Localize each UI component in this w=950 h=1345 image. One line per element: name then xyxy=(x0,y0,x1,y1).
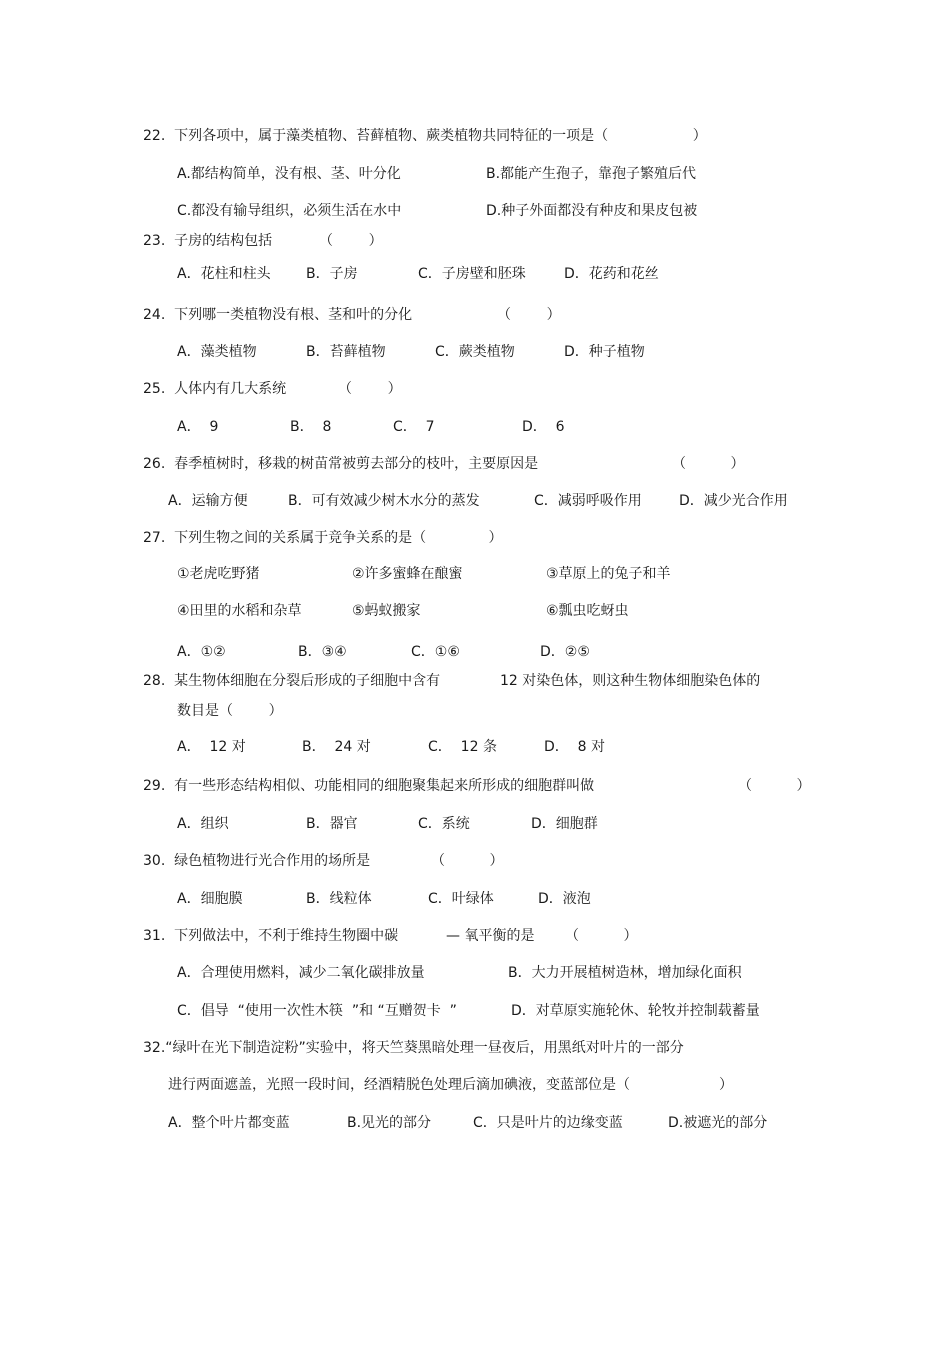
question-23-stem: 23. 子房的结构包括 xyxy=(143,233,273,249)
question-32-stem-part2: 进行两面遮盖，光照一段时间，经酒精脱色处理后滴加碘液，变蓝部位是（ ） xyxy=(168,1077,734,1093)
question-27-option-c: C．①⑥ xyxy=(411,644,460,660)
question-23-option-d: D．花药和花丝 xyxy=(564,266,659,282)
question-23-option-c: C．子房壁和胚珠 xyxy=(418,266,526,282)
question-25-option-b: B． 8 xyxy=(290,419,332,435)
question-29-option-d: D．细胞群 xyxy=(531,816,598,832)
question-26-answer-blank: （ ） xyxy=(672,456,745,472)
question-25-option-a: A． 9 xyxy=(177,419,219,435)
question-28-stem-part1: 28. 某生物体细胞在分裂后形成的子细胞中含有 xyxy=(143,673,441,689)
question-27-option-a: A．①② xyxy=(177,644,226,660)
question-24-option-c: C．蕨类植物 xyxy=(435,344,515,360)
question-27-item-1: ①老虎吃野猪 xyxy=(177,566,260,582)
question-28-option-c: C． 12 条 xyxy=(428,739,497,755)
question-28-option-a: A． 12 对 xyxy=(177,739,246,755)
question-27-item-4: ④田里的水稻和杂草 xyxy=(177,603,302,619)
question-25-option-d: D． 6 xyxy=(522,419,565,435)
question-24-option-d: D．种子植物 xyxy=(564,344,645,360)
question-22-option-a: A.都结构简单，没有根、茎、叶分化 xyxy=(177,166,401,182)
question-28-option-b: B． 24 对 xyxy=(302,739,371,755)
question-27-option-b: B．③④ xyxy=(298,644,347,660)
question-26-stem: 26. 春季植树时，移栽的树苗常被剪去部分的枝叶，主要原因是 xyxy=(143,456,539,472)
question-30-option-d: D．液泡 xyxy=(538,891,591,907)
question-26-option-b: B．可有效减少树木水分的蒸发 xyxy=(288,493,480,509)
question-30-stem: 30. 绿色植物进行光合作用的场所是 xyxy=(143,853,371,869)
question-31-option-c: C．倡导 “使用一次性木筷 ”和 “互赠贺卡 ” xyxy=(177,1003,457,1019)
question-24-answer-blank: （ ） xyxy=(497,307,561,323)
question-24-option-a: A．藻类植物 xyxy=(177,344,257,360)
question-23-answer-blank: （ ） xyxy=(319,233,383,249)
question-27-item-3: ③草原上的兔子和羊 xyxy=(546,566,671,582)
question-27-item-5: ⑤蚂蚁搬家 xyxy=(352,603,421,619)
question-32-option-b: B.见光的部分 xyxy=(347,1115,432,1131)
question-31-option-d: D．对草原实施轮休、轮牧并控制载蓄量 xyxy=(511,1003,760,1019)
question-31-answer-blank: （ ） xyxy=(565,928,638,944)
question-29-answer-blank: （ ） xyxy=(738,778,811,794)
question-26-option-d: D．减少光合作用 xyxy=(679,493,788,509)
question-30-answer-blank: （ ） xyxy=(431,853,504,869)
question-25-option-c: C． 7 xyxy=(393,419,435,435)
question-28-stem-part3: 数目是（ ） xyxy=(177,703,283,719)
question-22-option-d: D.种子外面都没有种皮和果皮包被 xyxy=(486,203,698,219)
question-27-stem: 27. 下列生物之间的关系属于竞争关系的是（ ） xyxy=(143,530,503,546)
question-31-stem-part1: 31. 下列做法中，不利于维持生物圈中碳 xyxy=(143,928,399,944)
question-24-option-b: B．苔藓植物 xyxy=(306,344,386,360)
question-31-option-b: B．大力开展植树造林，增加绿化面积 xyxy=(508,965,742,981)
question-29-option-a: A．组织 xyxy=(177,816,229,832)
question-25-stem: 25. 人体内有几大系统 xyxy=(143,381,287,397)
question-26-option-a: A．运输方便 xyxy=(168,493,248,509)
question-32-option-a: A．整个叶片都变蓝 xyxy=(168,1115,290,1131)
question-28-stem-part2: 12 对染色体，则这种生物体细胞染色体的 xyxy=(500,673,761,689)
question-31-stem-part2: — 氧平衡的是 xyxy=(446,928,535,944)
question-22-option-b: B.都能产生孢子，靠孢子繁殖后代 xyxy=(486,166,697,182)
question-28-option-d: D． 8 对 xyxy=(544,739,606,755)
question-22-stem: 22. 下列各项中，属于藻类植物、苔藓植物、蕨类植物共同特征的一项是（ ） xyxy=(143,128,707,144)
question-32-option-d: D.被遮光的部分 xyxy=(668,1115,768,1131)
question-31-option-a: A．合理使用燃料，减少二氧化碳排放量 xyxy=(177,965,425,981)
question-32-stem-part1: 32.“绿叶在光下制造淀粉”实验中，将天竺葵黑暗处理一昼夜后，用黑纸对叶片的一部分 xyxy=(143,1040,684,1056)
question-30-option-c: C．叶绿体 xyxy=(428,891,494,907)
question-30-option-a: A．细胞膜 xyxy=(177,891,243,907)
question-24-stem: 24. 下列哪一类植物没有根、茎和叶的分化 xyxy=(143,307,413,323)
question-25-answer-blank: （ ） xyxy=(338,381,402,397)
question-29-stem: 29. 有一些形态结构相似、功能相同的细胞聚集起来所形成的细胞群叫做 xyxy=(143,778,595,794)
question-22-option-c: C.都没有输导组织，必须生活在水中 xyxy=(177,203,402,219)
question-26-option-c: C．减弱呼吸作用 xyxy=(534,493,642,509)
question-30-option-b: B．线粒体 xyxy=(306,891,372,907)
question-27-item-2: ②许多蜜蜂在酿蜜 xyxy=(352,566,463,582)
question-27-item-6: ⑥瓢虫吃蚜虫 xyxy=(546,603,629,619)
question-23-option-a: A．花柱和柱头 xyxy=(177,266,271,282)
question-29-option-b: B．器官 xyxy=(306,816,358,832)
question-32-option-c: C．只是叶片的边缘变蓝 xyxy=(473,1115,623,1131)
question-29-option-c: C．系统 xyxy=(418,816,470,832)
question-27-option-d: D．②⑤ xyxy=(540,644,590,660)
question-23-option-b: B．子房 xyxy=(306,266,358,282)
